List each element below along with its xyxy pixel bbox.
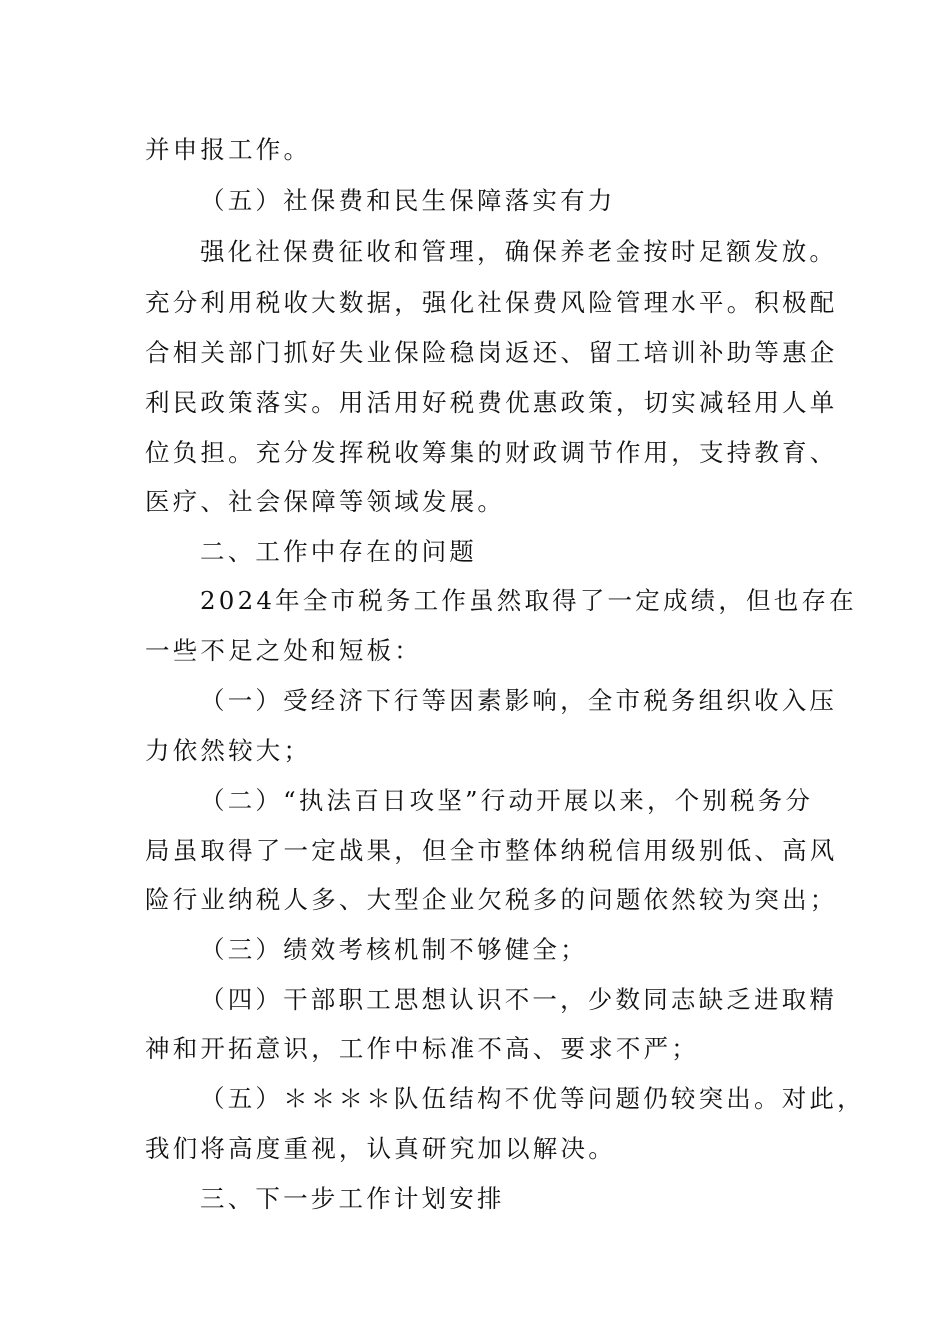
paragraph-line: 2024年全市税务工作虽然取得了一定成绩，但也存在 bbox=[200, 586, 857, 615]
paragraph-line: 局虽取得了一定战果，但全市整体纳税信用级别低、高风 bbox=[145, 836, 838, 865]
paragraph-line: （四）干部职工思想认识不一，少数同志缺乏进取精 bbox=[200, 985, 838, 1014]
section-heading: （五）社保费和民生保障落实有力 bbox=[200, 186, 616, 215]
paragraph-line: 医疗、社会保障等领域发展。 bbox=[145, 487, 506, 516]
paragraph-line: 利民政策落实。用活用好税费优惠政策，切实减轻用人单 bbox=[145, 388, 838, 417]
paragraph-line: 充分利用税收大数据，强化社保费风险管理水平。积极配 bbox=[145, 288, 838, 317]
paragraph-line: 一些不足之处和短板： bbox=[145, 636, 422, 665]
paragraph-line: 神和开拓意识，工作中标准不高、要求不严； bbox=[145, 1034, 699, 1063]
section-heading: 三、下一步工作计划安排 bbox=[200, 1184, 505, 1213]
paragraph-line: （三）绩效考核机制不够健全； bbox=[200, 935, 588, 964]
paragraph-line: （五）＊＊＊＊队伍结构不优等问题仍较突出。对此， bbox=[200, 1084, 865, 1113]
paragraph-line: 合相关部门抓好失业保险稳岗返还、留工培训补助等惠企 bbox=[145, 338, 838, 367]
section-heading: 二、工作中存在的问题 bbox=[200, 537, 477, 566]
paragraph-line: （一）受经济下行等因素影响，全市税务组织收入压 bbox=[200, 686, 838, 715]
paragraph-line: 我们将高度重视，认真研究加以解决。 bbox=[145, 1134, 616, 1163]
paragraph-line: 强化社保费征收和管理，确保养老金按时足额发放。 bbox=[200, 237, 838, 266]
paragraph-line: 并申报工作。 bbox=[145, 135, 312, 164]
paragraph-line: （二）“执法百日攻坚”行动开展以来，个别税务分 bbox=[200, 786, 814, 815]
paragraph-line: 力依然较大； bbox=[145, 736, 312, 765]
paragraph-line: 位负担。充分发挥税收筹集的财政调节作用，支持教育、 bbox=[145, 438, 838, 467]
paragraph-line: 险行业纳税人多、大型企业欠税多的问题依然较为突出； bbox=[145, 885, 838, 914]
